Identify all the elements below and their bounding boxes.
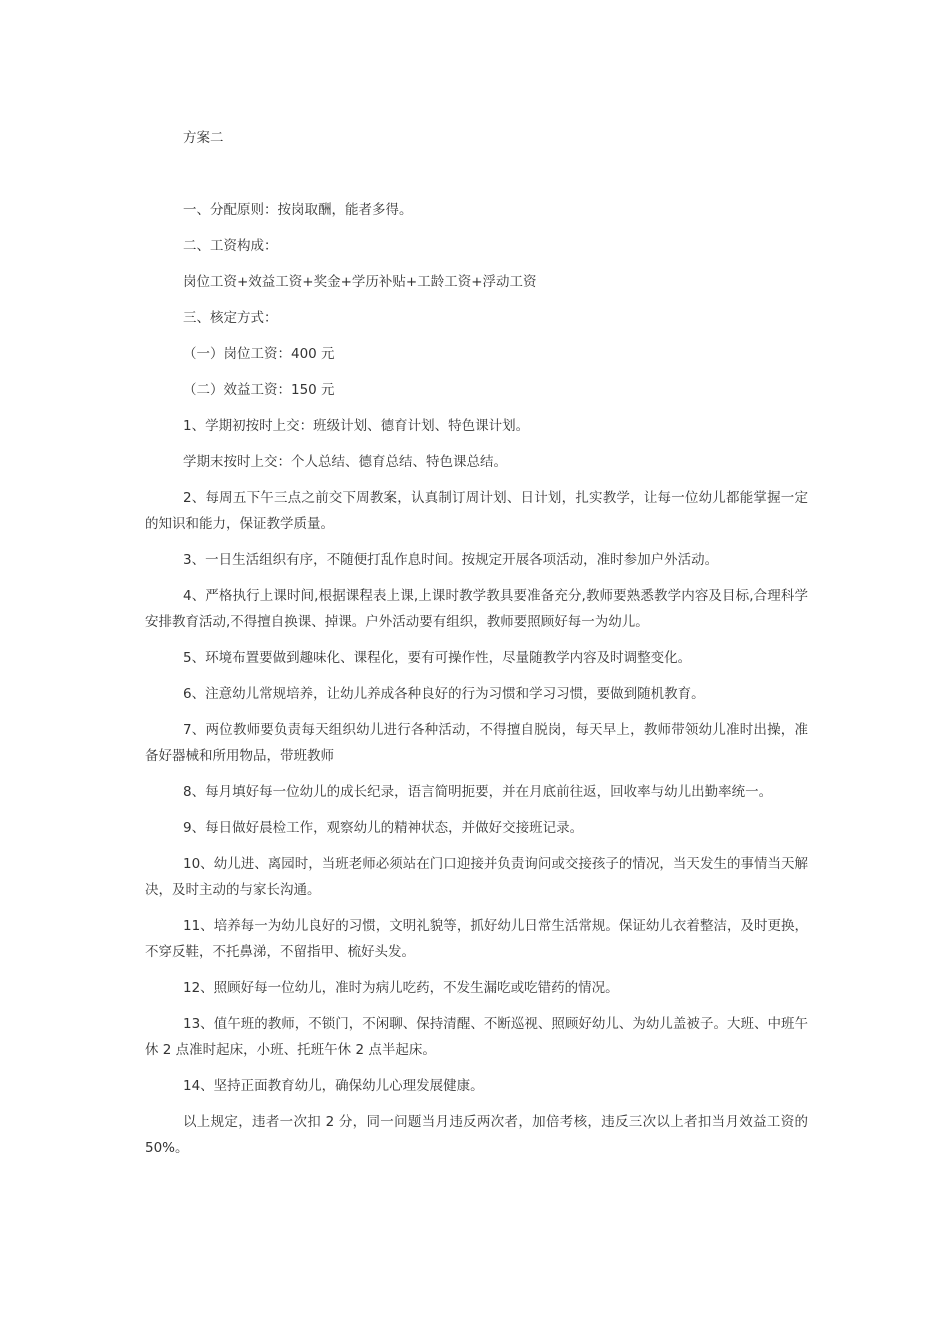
paragraph: 14、坚持正面教育幼儿，确保幼儿心理发展健康。 <box>183 1078 484 1094</box>
document-body <box>145 197 808 1171</box>
paragraph: （二）效益工资：150 元 <box>183 382 335 398</box>
paragraph: 9、每日做好晨检工作，观察幼儿的精神状态，并做好交接班记录。 <box>183 820 584 836</box>
paragraph: 11、培养每一为幼儿良好的习惯，文明礼貌等，抓好幼儿日常生活常规。保证幼儿衣着整洁，及时更换，不穿反鞋，不托鼻涕，不留指甲、梳好头发。 <box>145 918 808 960</box>
paragraph: 4、严格执行上课时间,根据课程表上课,上课时教学教具要准备充分,教师要熟悉教学内容及目标,合理科学安排教育活动,不得擅自换课、掉课。户外活动要有组织，教师要照顾好每一为幼儿。 <box>145 588 808 630</box>
paragraph: 5、环境布置要做到趣味化、课程化，要有可操作性，尽量随教学内容及时调整变化。 <box>183 650 692 666</box>
paragraph: 13、值午班的教师，不锁门，不闲聊、保持清醒、不断巡视、照顾好幼儿、为幼儿盖被子。大班、中班午休 2 点准时起床，小班、托班午休 2 点半起床。 <box>145 1016 808 1058</box>
document-title: 方案二 <box>183 130 224 146</box>
paragraph: 2、每周五下午三点之前交下周教案，认真制订周计划、日计划，扎实教学，让每一位幼儿都能掌握一定的知识和能力，保证教学质量。 <box>145 490 808 532</box>
paragraph: 7、两位教师要负责每天组织幼儿进行各种活动，不得擅自脱岗，每天早上，教师带领幼儿准时出操，准备好器械和所用物品，带班教师 <box>145 722 808 764</box>
paragraph: 三、核定方式： <box>183 310 278 326</box>
paragraph: 12、照顾好每一位幼儿，准时为病儿吃药，不发生漏吃或吃错药的情况。 <box>183 980 619 996</box>
paragraph: 1、学期初按时上交：班级计划、德育计划、特色课计划。 <box>183 418 530 434</box>
paragraph: 以上规定，违者一次扣 2 分，同一问题当月违反两次者，加倍考核，违反三次以上者扣当月效益工资的 50%。 <box>145 1114 808 1156</box>
paragraph: 一、分配原则：按岗取酬，能者多得。 <box>183 202 413 218</box>
paragraph: 二、工资构成： <box>183 238 278 254</box>
paragraph: 8、每月填好每一位幼儿的成长纪录，语言简明扼要，并在月底前往返，回收率与幼儿出勤率统一。 <box>183 784 773 800</box>
paragraph: 学期末按时上交：个人总结、德育总结、特色课总结。 <box>183 454 507 470</box>
paragraph: 3、一日生活组织有序，不随便打乱作息时间。按规定开展各项活动，准时参加户外活动。 <box>183 552 719 568</box>
paragraph: 10、幼儿进、离园时，当班老师必须站在门口迎接并负责询问或交接孩子的情况，当天发生的事情当天解决，及时主动的与家长沟通。 <box>145 856 808 898</box>
paragraph: 岗位工资+效益工资+奖金+学历补贴+工龄工资+浮动工资 <box>183 274 537 290</box>
paragraph: （一）岗位工资：400 元 <box>183 346 335 362</box>
paragraph: 6、注意幼儿常规培养，让幼儿养成各种良好的行为习惯和学习习惯，要做到随机教育。 <box>183 686 705 702</box>
